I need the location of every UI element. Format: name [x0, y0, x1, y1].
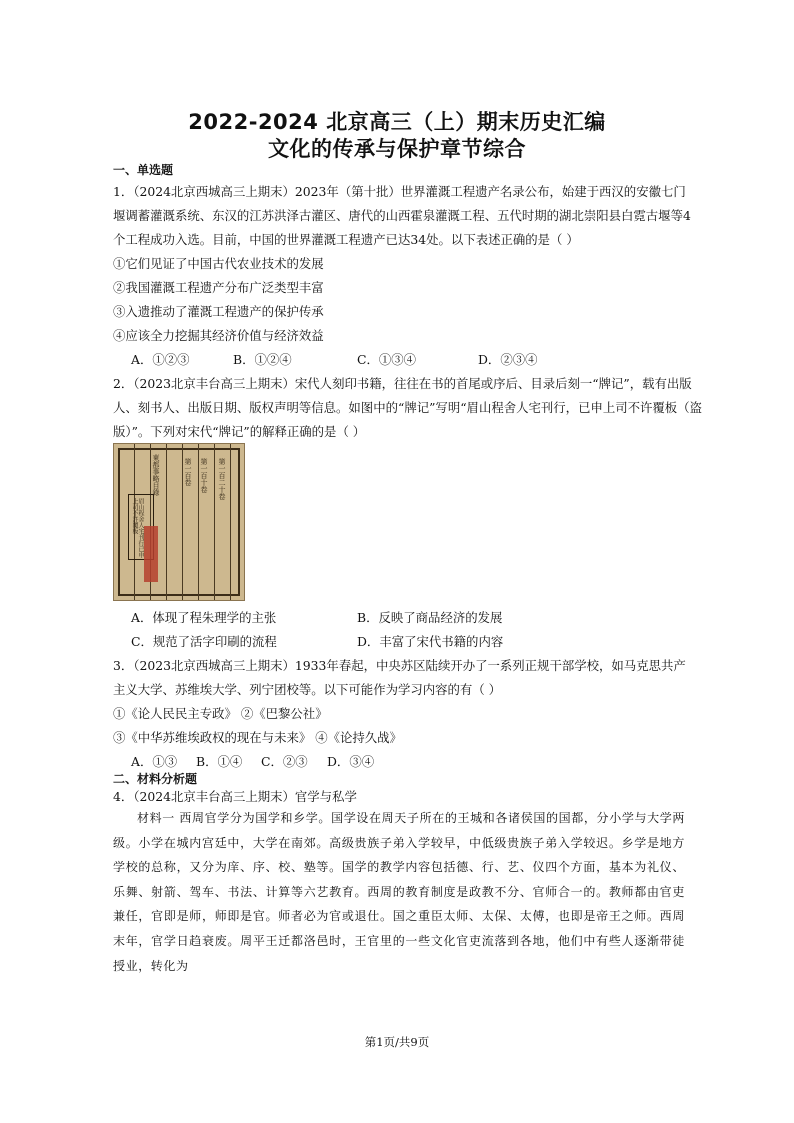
q2-stem-line-3: 版）”。下列对宋代“牌记”的解释正确的是（ ）	[113, 424, 366, 439]
q1-option-c[interactable]: C．①③④	[357, 352, 417, 367]
q3-stem-line-2: 主义大学、苏维埃大学、列宁团校等。以下可能作为学习内容的有（ ）	[113, 682, 502, 697]
q3-option-a[interactable]: A．①③	[131, 754, 178, 769]
image-column-rule	[198, 444, 199, 600]
q2-option-a[interactable]: A．体现了程朱理学的主张	[131, 610, 277, 625]
q1-stem-line-1: 1．（2024北京西城高三上期末）2023年（第十批）世界灌溉工程遗产名录公布，始建于西汉的安徽七门	[113, 184, 686, 199]
q4-material-paragraph	[113, 806, 685, 978]
q1-stem-line-3: 个工程成功入选。目前，中国的世界灌溉工程遗产已达34处。以下表述正确的是（ ）	[113, 232, 579, 247]
image-vertical-text: 第一百二十卷	[218, 458, 226, 500]
red-seal-stamp	[144, 526, 158, 582]
q2-option-d[interactable]: D．丰富了宋代书籍的内容	[357, 634, 504, 649]
q1-option-b[interactable]: B．①②④	[233, 352, 292, 367]
image-vertical-text: 第一百卷	[184, 458, 192, 486]
q1-option-a[interactable]: A．①②③	[131, 352, 190, 367]
q3-option-d[interactable]: D．③④	[327, 754, 375, 769]
image-column-rule	[214, 444, 215, 600]
q1-item: ③入遗推动了灌溉工程遗产的保护传承	[113, 304, 324, 319]
document-subtitle: 文化的传承与保护章节综合	[268, 137, 526, 161]
q3-stem-line-1: 3．（2023北京西城高三上期末）1933年春起，中央苏区陆续开办了一系列正规干部学校，如马克思共产	[113, 658, 686, 673]
image-vertical-text: 東都事略目錄	[152, 454, 160, 496]
q1-stem-line-2: 堰调蓄灌溉系统、东汉的江苏洪泽古灌区、唐代的山西霍泉灌溉工程、五代时期的湖北崇阳县白霓古堰等4	[113, 208, 691, 223]
section-heading-single-choice: 一、单选题	[113, 163, 174, 177]
q2-option-c[interactable]: C．规范了活字印刷的流程	[131, 634, 277, 649]
q1-option-d[interactable]: D．②③④	[478, 352, 538, 367]
image-column-rule	[230, 444, 231, 600]
q1-item: ④应该全力挖掘其经济价值与经济效益	[113, 328, 324, 343]
q2-option-b[interactable]: B．反映了商品经济的发展	[357, 610, 503, 625]
image-column-rule	[166, 444, 167, 600]
q4-intro: 4．（2024北京丰台高三上期末）官学与私学	[113, 789, 357, 804]
section-heading-material-analysis: 二、材料分析题	[113, 772, 198, 786]
q3-option-b[interactable]: B．①④	[196, 754, 243, 769]
image-column-rule	[182, 444, 183, 600]
q3-item: ①《论人民民主专政》 ②《巴黎公社》	[113, 706, 328, 721]
image-vertical-text: 第一百十卷	[200, 458, 208, 493]
q3-item: ③《中华苏维埃政权的现在与未来》 ④《论持久战》	[113, 730, 402, 745]
colophon-seal-text: 眉山程舍人宅刊行已申上司不許覆板	[131, 498, 144, 558]
q2-stem-line-1: 2．（2023北京丰台高三上期末）宋代人刻印书籍，往往在书的首尾或序后、目录后刻一“牌记”，载有出版	[113, 376, 692, 391]
page-footer: 第1页/共9页	[364, 1035, 430, 1049]
document-title: 2022-2024 北京高三（上）期末历史汇编	[188, 110, 606, 134]
q4-material-text: 材料一 西周官学分为国学和乡学。国学设在周天子所在的王城和各诸侯国的国都，分小学与大学两级。小学在城内宫廷中，大学在南郊。高级贵族子弟入学较早，中低级贵族子弟入学较迟。乡学是地方学校的总称，又分为庠、序、校、塾等。国学的教学内容包括德、行、艺、仪四个方面，基本为礼仪、乐舞、射箭、驾车、书法、计算等六艺教育。西周的教育制度是政教不分、官师合一的。教师都由官吏兼任，官即是师，师即是官。师者必为官或退仕。国之重臣太师、太保、太傅，也即是帝王之师。西周末年，官学日趋衰废。周平王迁都洛邑时，王官里的一些文化官吏流落到各地，他们中有些人逐渐带徒授业，转化为	[113, 811, 685, 973]
q2-stem-line-2: 人、刻书人、出版日期、版权声明等信息。如图中的“牌记”写明“眉山程舍人宅刊行，已申上司不许覆板（盗	[113, 400, 702, 415]
q1-item: ①它们见证了中国古代农业技术的发展	[113, 256, 324, 271]
q3-option-c[interactable]: C．②③	[261, 754, 308, 769]
song-book-colophon-image	[113, 443, 245, 601]
q1-item: ②我国灌溉工程遗产分布广泛类型丰富	[113, 280, 324, 295]
